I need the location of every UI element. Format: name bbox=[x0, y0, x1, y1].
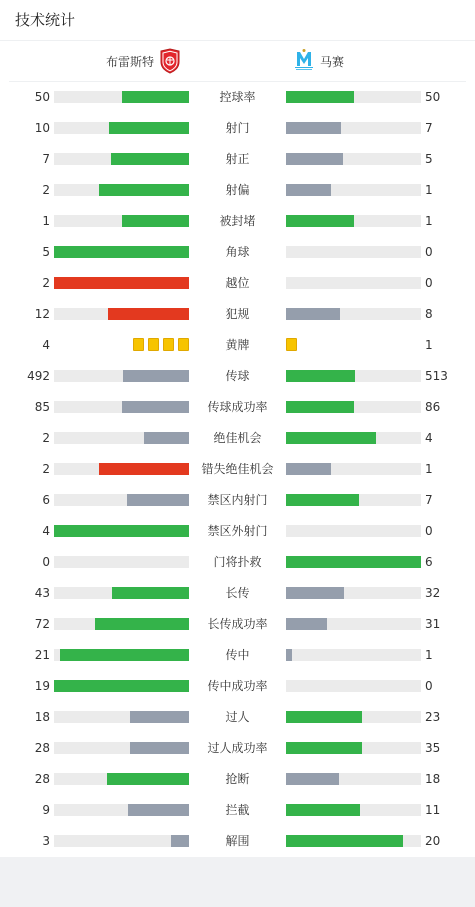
away-bar-track bbox=[286, 618, 421, 630]
home-bar-track bbox=[54, 711, 189, 723]
away-value: 86 bbox=[425, 400, 441, 414]
away-bar-track bbox=[286, 184, 421, 196]
stat-label: 犯规 bbox=[225, 307, 250, 321]
teams-header bbox=[9, 41, 466, 82]
home-value: 3 bbox=[42, 834, 50, 848]
away-bar-track bbox=[286, 432, 421, 444]
away-bar-fill bbox=[286, 463, 331, 475]
home-bar-fill bbox=[130, 742, 189, 754]
stat-label: 过人 bbox=[225, 710, 250, 724]
home-value: 1 bbox=[42, 214, 50, 228]
stat-row bbox=[0, 268, 475, 299]
stat-row bbox=[0, 671, 475, 702]
away-bar-track bbox=[286, 742, 421, 754]
away-bar-fill bbox=[286, 122, 341, 134]
home-bar-fill bbox=[130, 711, 189, 723]
home-bar-fill bbox=[122, 91, 190, 103]
away-bar-track bbox=[286, 91, 421, 103]
home-bar-fill bbox=[60, 649, 189, 661]
home-value: 4 bbox=[42, 524, 50, 538]
stat-label: 抢断 bbox=[225, 772, 250, 786]
stat-label: 绝佳机会 bbox=[213, 431, 262, 445]
home-bar-track bbox=[54, 401, 189, 413]
yellow-card-icon bbox=[286, 338, 297, 351]
away-yellow-cards bbox=[286, 338, 297, 351]
stat-label: 错失绝佳机会 bbox=[201, 462, 274, 476]
brest-crest-icon bbox=[159, 48, 181, 74]
away-bar-fill bbox=[286, 773, 339, 785]
away-value: 18 bbox=[425, 772, 441, 786]
home-value: 2 bbox=[42, 431, 50, 445]
home-bar-fill bbox=[54, 680, 189, 692]
away-bar-track bbox=[286, 494, 421, 506]
away-value: 23 bbox=[425, 710, 441, 724]
away-value: 31 bbox=[425, 617, 441, 631]
away-bar-fill bbox=[286, 804, 360, 816]
home-value: 28 bbox=[34, 772, 50, 786]
stat-row bbox=[0, 578, 475, 609]
away-value: 0 bbox=[425, 679, 433, 693]
home-bar-fill bbox=[144, 432, 189, 444]
home-team[interactable] bbox=[106, 41, 181, 81]
away-value: 1 bbox=[425, 183, 433, 197]
home-value: 2 bbox=[42, 462, 50, 476]
home-bar-fill bbox=[122, 401, 190, 413]
away-bar-track bbox=[286, 525, 421, 537]
away-value: 7 bbox=[425, 121, 433, 135]
home-value: 2 bbox=[42, 276, 50, 290]
home-value: 18 bbox=[34, 710, 50, 724]
away-bar-fill bbox=[286, 153, 343, 165]
home-bar-track bbox=[54, 463, 189, 475]
away-bar-track bbox=[286, 463, 421, 475]
away-bar-track bbox=[286, 401, 421, 413]
stat-row bbox=[0, 392, 475, 423]
away-team[interactable] bbox=[293, 41, 344, 81]
home-value: 43 bbox=[34, 586, 50, 600]
home-bar-fill bbox=[111, 153, 189, 165]
away-bar-fill bbox=[286, 742, 362, 754]
home-bar-track bbox=[54, 525, 189, 537]
home-bar-fill bbox=[122, 215, 190, 227]
away-bar-fill bbox=[286, 835, 403, 847]
home-bar-track bbox=[54, 277, 189, 289]
away-bar-track bbox=[286, 773, 421, 785]
home-bar-track bbox=[54, 184, 189, 196]
away-bar-fill bbox=[286, 401, 354, 413]
away-value: 5 bbox=[425, 152, 433, 166]
away-bar-fill bbox=[286, 308, 340, 320]
away-value: 4 bbox=[425, 431, 433, 445]
away-bar-fill bbox=[286, 184, 331, 196]
stat-label: 黄牌 bbox=[225, 338, 250, 352]
home-bar-track bbox=[54, 556, 189, 568]
stat-row bbox=[0, 454, 475, 485]
home-value: 21 bbox=[34, 648, 50, 662]
away-bar-fill bbox=[286, 494, 359, 506]
away-bar-fill bbox=[286, 556, 421, 568]
away-bar-fill bbox=[286, 370, 355, 382]
home-value: 7 bbox=[42, 152, 50, 166]
away-value: 1 bbox=[425, 462, 433, 476]
away-value: 50 bbox=[425, 90, 441, 104]
home-bar-fill bbox=[171, 835, 189, 847]
away-value: 0 bbox=[425, 524, 433, 538]
home-bar-track bbox=[54, 742, 189, 754]
home-value: 9 bbox=[42, 803, 50, 817]
home-value: 19 bbox=[34, 679, 50, 693]
stat-label: 过人成功率 bbox=[207, 741, 268, 755]
home-bar-fill bbox=[54, 525, 189, 537]
home-yellow-cards bbox=[133, 338, 189, 351]
away-value: 513 bbox=[425, 369, 448, 383]
stat-label: 传球 bbox=[225, 369, 250, 383]
away-bar-track bbox=[286, 649, 421, 661]
away-bar-track bbox=[286, 277, 421, 289]
stat-row bbox=[0, 795, 475, 826]
stat-label: 门将扑救 bbox=[213, 555, 262, 569]
home-team-name: 布雷斯特 bbox=[105, 54, 154, 69]
stat-row bbox=[0, 299, 475, 330]
home-bar-track bbox=[54, 804, 189, 816]
away-bar-track bbox=[286, 835, 421, 847]
home-bar-track bbox=[54, 122, 189, 134]
home-value: 0 bbox=[42, 555, 50, 569]
home-value: 2 bbox=[42, 183, 50, 197]
away-bar-fill bbox=[286, 618, 327, 630]
home-bar-fill bbox=[54, 246, 189, 258]
away-bar-track bbox=[286, 308, 421, 320]
home-value: 72 bbox=[34, 617, 50, 631]
away-value: 20 bbox=[425, 834, 441, 848]
away-bar-track bbox=[286, 370, 421, 382]
home-value: 50 bbox=[34, 90, 50, 104]
home-bar-track bbox=[54, 773, 189, 785]
stat-label: 禁区外射门 bbox=[207, 524, 268, 538]
stat-label: 控球率 bbox=[219, 90, 256, 104]
stat-label: 射正 bbox=[225, 152, 250, 166]
stat-label: 射门 bbox=[225, 121, 250, 135]
home-bar-fill bbox=[95, 618, 190, 630]
stat-row bbox=[0, 516, 475, 547]
stat-row bbox=[0, 423, 475, 454]
home-value: 10 bbox=[34, 121, 50, 135]
stat-label: 长传成功率 bbox=[207, 617, 268, 631]
away-bar-fill bbox=[286, 432, 376, 444]
stat-label: 传中 bbox=[225, 648, 250, 662]
stat-row bbox=[0, 82, 475, 113]
yellow-card-icon bbox=[133, 338, 144, 351]
stat-label: 传球成功率 bbox=[207, 400, 268, 414]
home-bar-track bbox=[54, 370, 189, 382]
home-bar-track bbox=[54, 432, 189, 444]
stat-row bbox=[0, 206, 475, 237]
away-value: 7 bbox=[425, 493, 433, 507]
away-value: 1 bbox=[425, 214, 433, 228]
away-bar-track bbox=[286, 122, 421, 134]
stat-label: 被封堵 bbox=[219, 214, 256, 228]
home-value: 12 bbox=[34, 307, 50, 321]
home-bar-fill bbox=[127, 494, 189, 506]
yellow-card-icon bbox=[178, 338, 189, 351]
stats-list bbox=[0, 82, 475, 857]
home-bar-fill bbox=[128, 804, 189, 816]
stat-row bbox=[0, 764, 475, 795]
stat-label: 角球 bbox=[225, 245, 250, 259]
away-value: 8 bbox=[425, 307, 433, 321]
stat-row bbox=[0, 361, 475, 392]
away-bar-fill bbox=[286, 587, 344, 599]
home-value: 6 bbox=[42, 493, 50, 507]
home-bar-fill bbox=[109, 122, 189, 134]
home-bar-fill bbox=[108, 308, 189, 320]
yellow-card-icon bbox=[148, 338, 159, 351]
home-bar-fill bbox=[54, 277, 189, 289]
home-value: 5 bbox=[42, 245, 50, 259]
yellow-card-icon bbox=[163, 338, 174, 351]
away-bar-track bbox=[286, 804, 421, 816]
stat-row bbox=[0, 826, 475, 857]
home-value: 492 bbox=[27, 369, 50, 383]
home-bar-track bbox=[54, 215, 189, 227]
home-bar-track bbox=[54, 618, 189, 630]
away-value: 35 bbox=[425, 741, 441, 755]
home-bar-track bbox=[54, 246, 189, 258]
home-bar-track bbox=[54, 649, 189, 661]
away-bar-track bbox=[286, 556, 421, 568]
stat-row bbox=[0, 733, 475, 764]
marseille-crest-icon bbox=[293, 48, 315, 74]
stat-label: 射偏 bbox=[225, 183, 250, 197]
home-value: 28 bbox=[34, 741, 50, 755]
away-bar-track bbox=[286, 711, 421, 723]
stat-row bbox=[0, 485, 475, 516]
stat-label: 传中成功率 bbox=[207, 679, 268, 693]
home-bar-fill bbox=[107, 773, 189, 785]
away-bar-track bbox=[286, 153, 421, 165]
away-bar-track bbox=[286, 215, 421, 227]
home-value: 85 bbox=[34, 400, 50, 414]
stat-row bbox=[0, 609, 475, 640]
away-value: 1 bbox=[425, 648, 433, 662]
stat-row bbox=[0, 640, 475, 671]
away-bar-track bbox=[286, 587, 421, 599]
away-bar-fill bbox=[286, 711, 362, 723]
home-bar-fill bbox=[123, 370, 189, 382]
stat-row bbox=[0, 547, 475, 578]
stat-label: 禁区内射门 bbox=[207, 493, 268, 507]
section-title: 技术统计 bbox=[0, 0, 475, 41]
away-bar-fill bbox=[286, 649, 292, 661]
home-bar-track bbox=[54, 91, 189, 103]
home-bar-fill bbox=[99, 463, 189, 475]
home-bar-track bbox=[54, 153, 189, 165]
stat-label: 长传 bbox=[225, 586, 250, 600]
away-value: 6 bbox=[425, 555, 433, 569]
away-bar-track bbox=[286, 246, 421, 258]
stat-row bbox=[0, 144, 475, 175]
home-bar-fill bbox=[99, 184, 189, 196]
away-value: 32 bbox=[425, 586, 441, 600]
home-bar-track bbox=[54, 587, 189, 599]
stat-label: 解围 bbox=[225, 834, 250, 848]
away-value: 0 bbox=[425, 276, 433, 290]
home-bar-track bbox=[54, 494, 189, 506]
stat-row bbox=[0, 113, 475, 144]
stat-label: 越位 bbox=[225, 276, 250, 290]
home-value: 4 bbox=[42, 338, 50, 352]
home-bar-track bbox=[54, 680, 189, 692]
away-value: 0 bbox=[425, 245, 433, 259]
stat-row bbox=[0, 330, 475, 361]
away-bar-fill bbox=[286, 91, 354, 103]
away-team-name: 马赛 bbox=[320, 54, 345, 69]
stat-row bbox=[0, 237, 475, 268]
away-bar-fill bbox=[286, 215, 354, 227]
away-value: 11 bbox=[425, 803, 441, 817]
home-bar-fill bbox=[112, 587, 189, 599]
home-bar-track bbox=[54, 308, 189, 320]
stat-label: 拦截 bbox=[225, 803, 250, 817]
away-bar-track bbox=[286, 680, 421, 692]
home-bar-track bbox=[54, 835, 189, 847]
stat-row bbox=[0, 175, 475, 206]
away-value: 1 bbox=[425, 338, 433, 352]
stat-row bbox=[0, 702, 475, 733]
